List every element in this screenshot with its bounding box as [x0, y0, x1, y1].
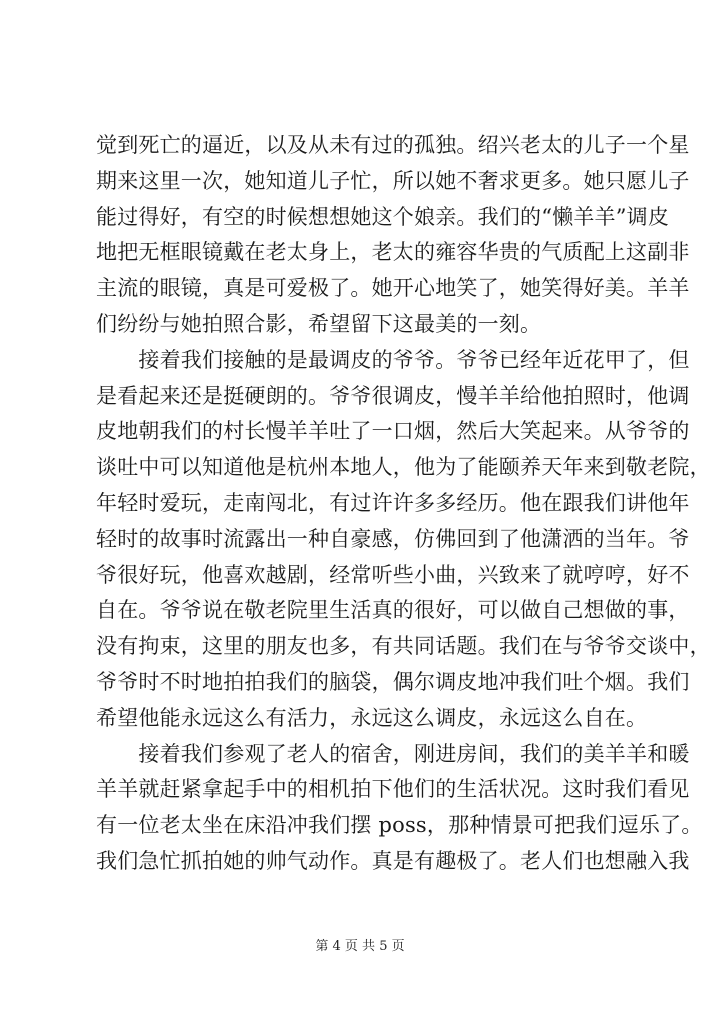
text-line: 我们急忙抓拍她的帅气动作。真是有趣极了。老人们也想融入我	[96, 848, 690, 873]
text-line: 接着我们接触的是最调皮的爷爷。爷爷已经年近花甲了，但	[96, 347, 690, 372]
text-line: 期来这里一次，她知道儿子忙，所以她不奢求更多。她只愿儿子	[96, 168, 690, 193]
text-line: 自在。爷爷说在敬老院里生活真的很好，可以做自己想做的事，	[96, 598, 690, 623]
text-line: 们纷纷与她拍照合影，希望留下这最美的一刻。	[96, 311, 542, 336]
text-line: 轻时的故事时流露出一种自豪感，仿佛回到了他潇洒的当年。爷	[96, 526, 690, 551]
text-line: 年轻时爱玩，走南闯北，有过许许多多经历。他在跟我们讲他年	[96, 490, 690, 515]
text-line: 爷很好玩，他喜欢越剧，经常听些小曲，兴致来了就哼哼，好不	[96, 562, 690, 587]
text-line: 有一位老太坐在床沿冲我们摆 poss，那种情景可把我们逗乐了。	[96, 813, 703, 838]
text-line: 是看起来还是挺硬朗的。爷爷很调皮，慢羊羊给他拍照时，他调	[96, 383, 690, 408]
body-text	[96, 128, 711, 880]
text-line: 羊羊就赶紧拿起手中的相机拍下他们的生活状况。这时我们看见	[96, 777, 690, 802]
text-line: 地把无框眼镜戴在老太身上，老太的雍容华贵的气质配上这副非	[96, 240, 690, 265]
text-line: 接着我们参观了老人的宿舍，刚进房间，我们的美羊羊和暖	[96, 741, 690, 766]
text-line: 希望他能永远这么有活力，永远这么调皮，永远这么自在。	[96, 705, 648, 730]
text-line: 能过得好，有空的时候想想她这个娘亲。我们的“懒羊羊”调皮	[96, 204, 670, 229]
text-line: 爷爷时不时地拍拍我们的脑袋，偶尔调皮地冲我们吐个烟。我们	[96, 669, 690, 694]
page-footer: 第 4 页 共 5 页	[315, 939, 405, 954]
text-line: 谈吐中可以知道他是杭州本地人，他为了能颐养天年来到敬老院，	[96, 455, 711, 480]
text-line: 主流的眼镜，真是可爱极了。她开心地笑了，她笑得好美。羊羊	[96, 276, 690, 301]
text-line: 觉到死亡的逼近，以及从未有过的孤独。绍兴老太的儿子一个星	[96, 133, 690, 157]
text-line: 没有拘束，这里的朋友也多，有共同话题。我们在与爷爷交谈中，	[96, 634, 711, 659]
text-line: 皮地朝我们的村长慢羊羊吐了一口烟，然后大笑起来。从爷爷的	[96, 419, 690, 444]
